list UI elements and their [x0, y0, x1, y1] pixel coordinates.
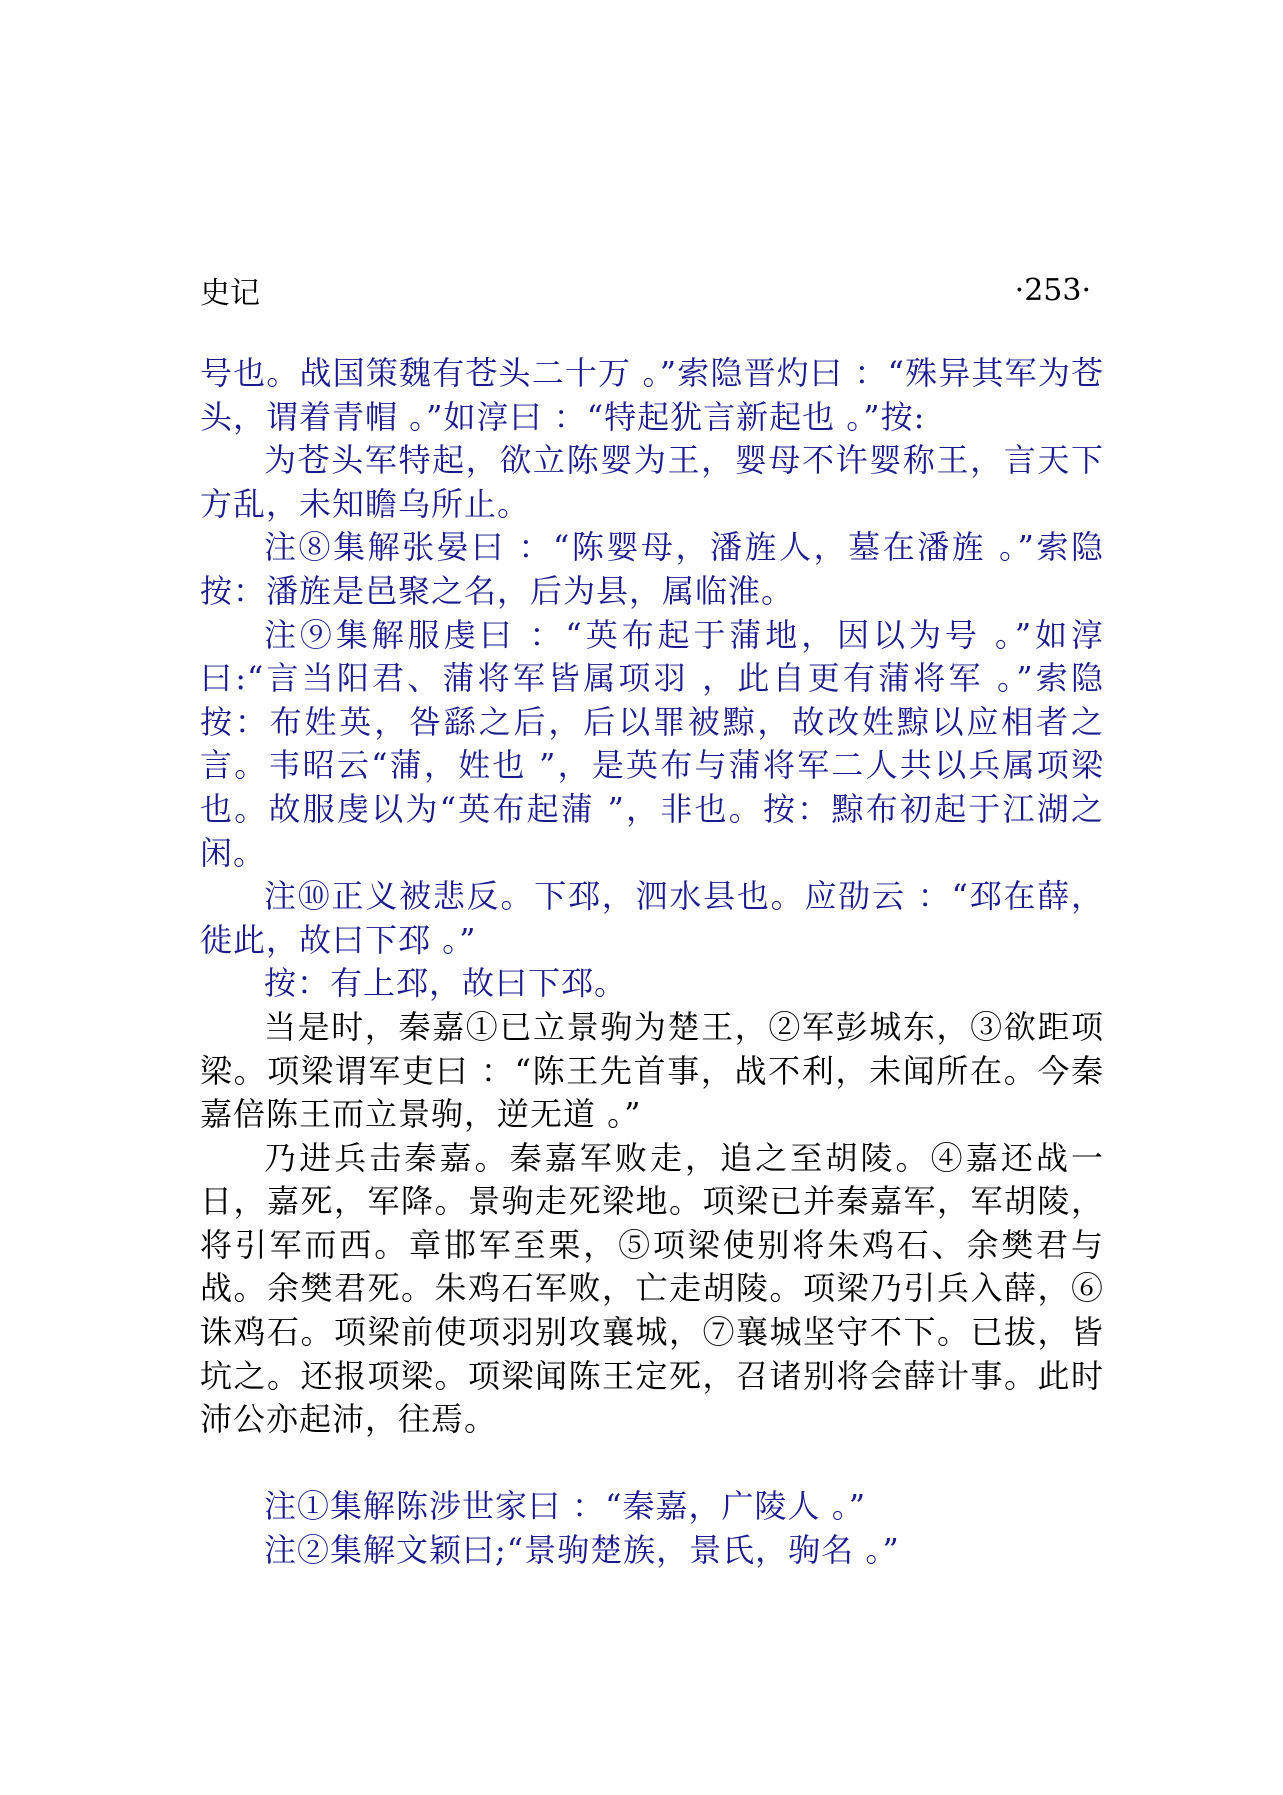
running-header: [200, 268, 1091, 312]
note-paragraph: 注⑨集解服虔曰 ：“英布起于蒲地，因以为号 。”如淳曰:“言当阳君、蒲将军皆属项羽 ，此自更有蒲将军 。”索隐按：布姓英，咎繇之后，后以罪被黥，故改姓黥以应相者之言。韦昭云“蒲，姓也 ”，是英布与蒲将军二人共以兵属项梁也。故服虔以为“英布起蒲 ”，非也。按：黥布初起于江湖之闲。: [200, 615, 1104, 872]
paragraph-gap: [200, 1442, 1104, 1486]
note-paragraph: 按：有上邳，故曰下邳。: [264, 964, 628, 1003]
note-paragraph: 注⑩正义被悲反。下邳，泗水县也。应劭云 ：“邳在薛，徙此，故曰下邳 。”: [200, 877, 1104, 959]
note-paragraph: 为苍头军特起，欲立陈婴为王，婴母不许婴称王，言天下方乱，未知瞻乌所止。: [200, 441, 1104, 523]
note-paragraph: 号也。战国策魏有苍头二十万 。”索隐晋灼曰 ：“殊异其军为苍头，谓着青帽 。”如淳曰 ：“特起犹言新起也 。”按:: [200, 354, 1104, 436]
note-paragraph: 注②集解文颖曰;“景驹楚族，景氏，驹名 。”: [264, 1531, 900, 1570]
body-text: [200, 352, 1104, 1573]
book-title: 史记: [200, 276, 260, 311]
page-number: ·253·: [1014, 272, 1091, 308]
main-paragraph: 当是时，秦嘉①已立景驹为楚王，②军彭城东，③欲距项梁。项梁谓军吏曰 ：“陈王先首事，战不利，未闻所在。今秦嘉倍陈王而立景驹，逆无道 。”: [200, 1007, 1104, 1134]
note-paragraph: 注①集解陈涉世家曰 ：“秦嘉，广陵人 。”: [264, 1487, 867, 1526]
main-paragraph: 乃进兵击秦嘉。秦嘉军败走，追之至胡陵。④嘉还战一日，嘉死，军降。景驹走死梁地。项梁已并秦嘉军，军胡陵，将引军而西。章邯军至栗，⑤项梁使别将朱鸡石、余樊君与战。余樊君死。朱鸡石军败，亡走胡陵。项梁乃引兵入薛，⑥诛鸡石。项梁前使项羽别攻襄城，⑦襄城坚守不下。已拔，皆坑之。还报项梁。项梁闻陈王定死，召诸别将会薛计事。此时沛公亦起沛，往焉。: [200, 1138, 1104, 1439]
note-paragraph: 注⑧集解张晏曰 ：“陈婴母，潘旌人，墓在潘旌 。”索隐按：潘旌是邑聚之名，后为县，属临淮。: [200, 528, 1104, 610]
